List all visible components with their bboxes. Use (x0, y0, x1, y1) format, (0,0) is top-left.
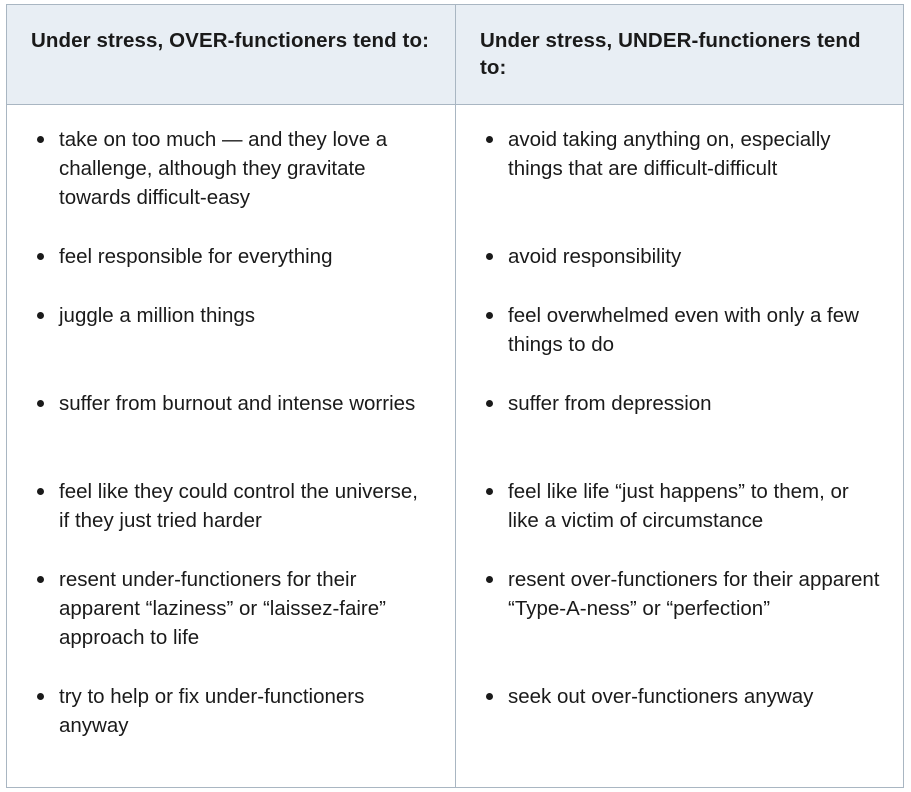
list-item (35, 389, 433, 477)
list-item-text: feel like life “just happens” to them, or like a victim of circumstance (508, 480, 849, 532)
list-item (35, 682, 433, 770)
list-item (484, 125, 881, 242)
list-item-text: feel responsible for everything (59, 245, 333, 268)
list-item (484, 477, 881, 565)
list-item-text: avoid responsibility (508, 245, 682, 268)
list-item-text: avoid taking anything on, especially things that are difficult-difficult (508, 128, 831, 180)
list-item-text: feel overwhelmed even with only a few things to do (508, 304, 859, 356)
list-item (35, 125, 433, 242)
over-functioners-column (7, 105, 456, 787)
list-item (484, 565, 881, 682)
bullet-icon (37, 488, 44, 495)
under-functioners-list (484, 125, 881, 770)
list-item (484, 389, 881, 477)
bullet-icon (37, 693, 44, 700)
bullet-icon (37, 576, 44, 583)
bullet-icon (486, 693, 493, 700)
bullet-icon (37, 253, 44, 260)
comparison-table (6, 4, 904, 788)
bullet-icon (486, 253, 493, 260)
over-functioners-header: Under stress, OVER-functioners tend to: (7, 5, 456, 105)
bullet-icon (486, 400, 493, 407)
bullet-icon (486, 136, 493, 143)
over-functioners-list (35, 125, 433, 770)
bullet-icon (37, 136, 44, 143)
bullet-icon (37, 312, 44, 319)
list-item-text: suffer from depression (508, 392, 712, 415)
list-item-text: take on too much — and they love a challenge, although they gravitate towards difficult-easy (59, 128, 388, 209)
bullet-icon (486, 488, 493, 495)
list-item (35, 301, 433, 389)
list-item (35, 565, 433, 682)
list-item (484, 242, 881, 301)
list-item-text: seek out over-functioners anyway (508, 685, 814, 708)
bullet-icon (37, 400, 44, 407)
list-item (35, 242, 433, 301)
list-item-text: juggle a million things (59, 304, 256, 327)
bullet-icon (486, 312, 493, 319)
list-item (484, 682, 881, 770)
bullet-icon (486, 576, 493, 583)
list-item-text: resent under-functioners for their apparent “laziness” or “laissez-faire” approach to life (59, 568, 386, 649)
list-item-text: try to help or fix under-functioners anyway (59, 685, 365, 737)
list-item (484, 301, 881, 389)
under-functioners-column (456, 105, 903, 787)
list-item-text: suffer from burnout and intense worries (59, 392, 416, 415)
list-item (35, 477, 433, 565)
list-item-text: resent over-functioners for their apparent “Type-A-ness” or “perfection” (508, 568, 880, 620)
list-item-text: feel like they could control the universe, if they just tried harder (59, 480, 418, 532)
under-functioners-header: Under stress, UNDER-functioners tend to: (456, 5, 903, 105)
